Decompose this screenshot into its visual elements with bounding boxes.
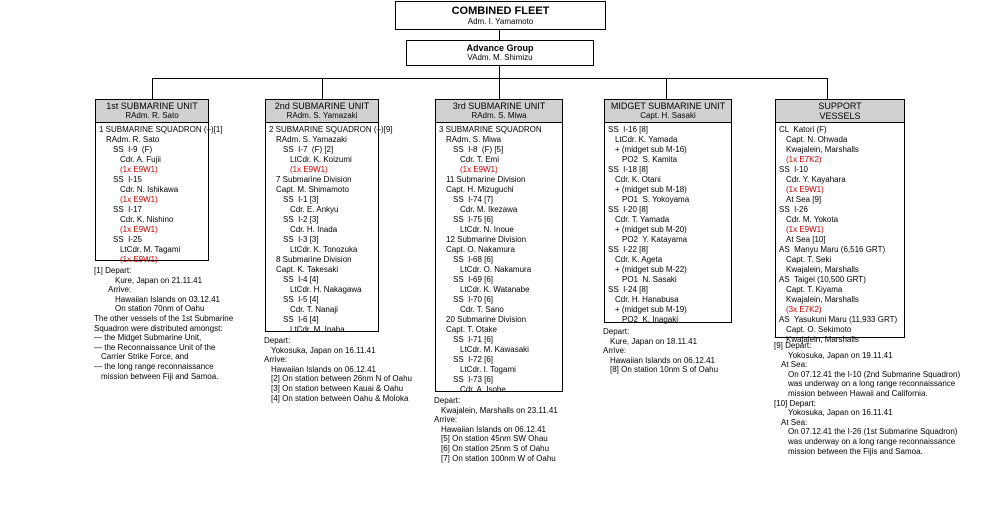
combined-fleet-box — [395, 1, 606, 30]
unit-3rd-notes — [434, 396, 558, 463]
entry-line: 11 Submarine Division — [446, 175, 526, 184]
unit-body — [96, 123, 223, 267]
entry-line: Kwajalein, Marshalls — [786, 335, 859, 344]
entry-line: SS I-24 [8] — [608, 285, 649, 294]
entry-line: On station 70nm of Oahu — [115, 304, 205, 314]
entry-line: PO2 K. Inagaki — [622, 315, 679, 324]
entry-line: RAdm. S. Yamazaki — [276, 135, 347, 144]
entry-line: On 07.12.41 the I-26 (1st Submarine Squadron) — [788, 427, 958, 437]
connector-unit-1 — [152, 78, 153, 99]
entry-line: SS I-15 — [113, 175, 142, 184]
entry-line: SS I-73 [6] — [453, 375, 494, 384]
unit-support-vessels — [775, 99, 905, 344]
entry-line: [6] On station 25nm S of Oahu — [441, 443, 550, 453]
unit-header — [96, 100, 208, 123]
entry-line: LtCdr. I. Togami — [460, 365, 516, 374]
entry-line: At Sea [9] — [786, 195, 822, 204]
entry-line: SS I-9 (F) — [113, 145, 153, 154]
entry-line: Capt. M. Shimamoto — [276, 185, 349, 194]
entry-line: Capt. T. Seki — [786, 255, 832, 264]
entry-line: Cdr. K. Otani — [615, 175, 661, 184]
entry-line: SS I-3 [3] — [283, 235, 319, 244]
aircraft-complement: (1x E9W1) — [786, 185, 824, 194]
entry-line: SS I-10 — [779, 165, 808, 174]
entry-line: SS I-22 [8] — [608, 245, 649, 254]
connector-unit-3 — [499, 78, 500, 99]
entry-line: Carrier Strike Force, and — [101, 352, 189, 362]
unit-title: 1st SUBMARINE UNIT — [106, 101, 198, 111]
unit-title: 2nd SUBMARINE UNIT — [274, 101, 370, 111]
entry-line: SS I-16 [8] — [608, 125, 649, 134]
entry-line: Hawaiian Islands on 06.12.41 — [271, 364, 376, 374]
entry-line: Cdr. Y. Kayahara — [786, 175, 846, 184]
entry-line: [5] On station 45nm SW Ohau — [441, 434, 548, 444]
aircraft-complement: (1x E9W1) — [120, 195, 158, 204]
entry-line: RAdm. R. Sato — [106, 135, 160, 144]
unit-support-notes — [774, 341, 960, 456]
entry-line: [7] On station 100nm W of Oahu — [441, 453, 556, 463]
connector-unit-2 — [322, 78, 323, 99]
entry-line: SS I-1 [3] — [283, 195, 319, 204]
entry-line: Cdr. K. Ageta — [615, 255, 663, 264]
entry-line: SS I-6 [4] — [283, 315, 319, 324]
entry-line: LtCdr. M. Tagami — [120, 245, 181, 254]
entry-line: + (midget sub M-20) — [615, 225, 687, 234]
entry-line: Hawaiian Islands on 06.12.41 — [610, 355, 715, 365]
entry-line: + (midget sub M-18) — [615, 185, 687, 194]
unit-body — [436, 123, 562, 397]
entry-line: SS I-7 (F) [2] — [283, 145, 334, 154]
entry-line: LtCdr. K. Yamada — [615, 135, 678, 144]
entry-line: SS I-70 [6] — [453, 295, 494, 304]
unit-title: 3rd SUBMARINE UNIT — [452, 101, 546, 111]
advance-group-commander: VAdm. M. Shimizu — [467, 53, 533, 62]
entry-line: + (midget sub M-22) — [615, 265, 687, 274]
entry-line: On 07.12.41 the I-10 (2nd Submarine Squadron) — [788, 369, 961, 379]
entry-line: 12 Submarine Division — [446, 235, 527, 244]
entry-line: Cdr. N. Ishikawa — [120, 185, 179, 194]
entry-line: Capt. O. Nakamura — [446, 245, 515, 254]
entry-line: [8] On station 10nm S of Oahu — [610, 365, 719, 375]
unit-2nd-notes — [264, 336, 412, 403]
unit-midget-submarine — [604, 99, 732, 323]
unit-commander: VESSELS — [819, 111, 861, 121]
entry-line: SS I-5 [4] — [283, 295, 319, 304]
entry-line: Hawaiian Islands on 06.12.41 — [441, 424, 546, 434]
entry-line: mission between the Fijis and Samoa. — [788, 446, 923, 456]
unit-header — [436, 100, 562, 123]
entry-line: AS Taigei (10,500 GRT) — [779, 275, 866, 284]
entry-line: Cdr. M. Yokota — [786, 215, 839, 224]
entry-line: Yokosuka, Japan on 19.11.41 — [788, 350, 893, 360]
unit-commander: RAdm. R. Sato — [125, 111, 179, 120]
entry-line: Kure, Japan on 21.11.41 — [115, 275, 203, 285]
entry-line: [9] Depart: — [774, 341, 812, 350]
entry-line: SS I-25 — [113, 235, 142, 244]
unit-commander: RAdm. S. Miwa — [471, 111, 527, 120]
entry-line: Cdr. A. Fujii — [120, 155, 161, 164]
entry-line: Depart: — [603, 327, 630, 336]
entry-line: — the long range reconnaissance — [94, 361, 214, 371]
entry-line: Depart: — [264, 336, 291, 345]
entry-line: Cdr. E. Ankyu — [290, 205, 339, 214]
unit-body — [776, 123, 904, 347]
entry-line: SS I-8 (F) [5] — [453, 145, 504, 154]
aircraft-complement: (1x E9W1) — [786, 225, 824, 234]
entry-line: Kwajalein, Marshalls — [786, 145, 859, 154]
connector-top — [499, 30, 500, 40]
entry-line: [10] Depart: — [774, 398, 816, 408]
entry-line: 20 Submarine Division — [446, 315, 527, 324]
unit-1st-notes — [94, 266, 233, 381]
entry-line: RAdm. S. Miwa — [446, 135, 502, 144]
entry-line: Cdr. T. Nanaji — [290, 305, 338, 314]
entry-line: [3] On station between Kauai & Oahu — [271, 383, 404, 393]
entry-line: — the Midget Submarine Unit, — [94, 333, 202, 343]
entry-line: Arrive: — [264, 355, 288, 365]
aircraft-complement: (1x E7K2) — [786, 155, 822, 164]
entry-line: Capt. K. Takesaki — [276, 265, 339, 274]
entry-line: LtCdr. M. Kawasaki — [460, 345, 529, 354]
unit-body — [605, 123, 731, 327]
unit-header — [605, 100, 731, 123]
entry-line: SS I-75 [6] — [453, 215, 494, 224]
entry-line: SS I-17 — [113, 205, 142, 214]
unit-commander: Capt. H. Sasaki — [640, 111, 696, 120]
entry-line: 1 SUBMARINE SQUADRON (–)[1] — [99, 125, 223, 134]
connector-horizontal — [152, 78, 828, 79]
entry-line: Capt. N. Ohwada — [786, 135, 848, 144]
entry-line: AS Manyu Maru (6,516 GRT) — [779, 245, 886, 254]
entry-line: Depart: — [434, 396, 461, 405]
unit-1st-submarine — [95, 99, 223, 264]
entry-line: mission between Fiji and Samoa. — [101, 371, 219, 381]
connector-unit-4 — [666, 78, 667, 99]
entry-line: Kwajalein, Marshalls — [786, 295, 859, 304]
entry-line: Yokosuka, Japan on 16.11.41 — [271, 345, 376, 355]
entry-line: At Sea [10] — [786, 235, 826, 244]
entry-line: SS I-68 [6] — [453, 255, 494, 264]
entry-line: Cdr. T. Emi — [460, 155, 499, 164]
entry-line: 2 SUBMARINE SQUADRON (–)[9] — [269, 125, 393, 134]
entry-line: Capt. H. Mizuguchi — [446, 185, 514, 194]
entry-line: PO2 S. Kamita — [622, 155, 678, 164]
advance-group-title: Advance Group — [466, 43, 534, 53]
entry-line: At Sea: — [781, 360, 808, 370]
entry-line: LtCdr. K. Watanabe — [460, 285, 530, 294]
unit-midget-notes — [603, 327, 718, 375]
entry-line: SS I-4 [4] — [283, 275, 319, 284]
unit-commander: RAdm. S. Yamazaki — [286, 111, 358, 120]
entry-line: Arrive: — [108, 285, 132, 295]
entry-line: PO1 S. Yokoyama — [622, 195, 690, 204]
entry-line: Capt. O. Sekimoto — [786, 325, 852, 334]
entry-line: [1] Depart: — [94, 266, 132, 275]
unit-header — [266, 100, 378, 123]
entry-line: [2] On station between 26nm N of Oahu — [271, 374, 412, 384]
entry-line: [4] On station between Oahu & Moloka — [271, 393, 409, 403]
connector-unit-5 — [827, 78, 828, 99]
entry-line: Kwajalein, Marshalls on 23.11.41 — [441, 405, 558, 415]
entry-line: Squadron were distributed amongst: — [94, 323, 223, 333]
entry-line: SS I-72 [6] — [453, 355, 494, 364]
entry-line: SS I-71 [6] — [453, 335, 494, 344]
combined-fleet-commander: Adm. I. Yamamoto — [467, 17, 534, 26]
unit-2nd-submarine — [265, 99, 393, 334]
aircraft-complement: (1x E9W1) — [290, 165, 328, 174]
entry-line: Kure, Japan on 18.11.41 — [610, 336, 698, 346]
entry-line: Cdr. A. Isobe — [460, 385, 506, 394]
unit-title: SUPPORT — [818, 101, 862, 111]
entry-line: At Sea: — [781, 417, 808, 427]
entry-line: SS I-20 [8] — [608, 205, 649, 214]
entry-line: LtCdr. H. Nakagawa — [290, 285, 362, 294]
entry-line: SS I-26 — [779, 205, 808, 214]
entry-line: + (midget sub M-16) — [615, 145, 687, 154]
unit-title: MIDGET SUBMARINE UNIT — [610, 101, 726, 111]
unit-header — [776, 100, 904, 123]
entry-line: Cdr. M. Ikezawa — [460, 205, 518, 214]
aircraft-complement: (1x E9W1) — [120, 255, 158, 264]
connector-advance — [499, 66, 500, 78]
entry-line: — the Reconnaissance Unit of the — [94, 342, 216, 352]
entry-line: PO2 Y. Katayama — [622, 235, 688, 244]
advance-group-box — [406, 40, 594, 66]
entry-line: was underway on a long range reconnaissance — [788, 379, 956, 389]
aircraft-complement: (1x E9W1) — [120, 165, 158, 174]
entry-line: Yokosuka, Japan on 16.11.41 — [788, 408, 893, 418]
entry-line: AS Yasukuni Maru (11,933 GRT) — [779, 315, 898, 324]
entry-line: LtCdr. O. Nakamura — [460, 265, 532, 274]
entry-line: LtCdr. N. Inoue — [460, 225, 514, 234]
entry-line: SS I-18 [8] — [608, 165, 649, 174]
entry-line: 7 Submarine Division — [276, 175, 352, 184]
entry-line: mission between Hawaii and California. — [788, 388, 928, 398]
aircraft-complement: (1x E9W1) — [120, 225, 158, 234]
entry-line: was underway on a long range reconnaissance — [788, 436, 956, 446]
entry-line: Cdr. K. Nishino — [120, 215, 174, 224]
entry-line: SS I-69 [6] — [453, 275, 494, 284]
entry-line: + (midget sub M-19) — [615, 305, 687, 314]
entry-line: 3 SUBMARINE SQUADRON — [439, 125, 542, 134]
entry-line: SS I-74 [7] — [453, 195, 494, 204]
unit-body — [266, 123, 393, 337]
aircraft-complement: (3x E7K2) — [786, 305, 822, 314]
entry-line: Arrive: — [434, 415, 458, 425]
unit-3rd-submarine — [435, 99, 563, 392]
entry-line: Arrive: — [603, 346, 627, 356]
entry-line: LtCdr. K. Tonozuka — [290, 245, 358, 254]
entry-line: SS I-2 [3] — [283, 215, 319, 224]
aircraft-complement: (1x E9W1) — [460, 165, 498, 174]
entry-line: LtCdr. M. Inaba — [290, 325, 345, 334]
entry-line: Cdr. T. Yamada — [615, 215, 670, 224]
entry-line: Kwajalein, Marshalls — [786, 265, 859, 274]
entry-line: Capt. T. Kiyama — [786, 285, 843, 294]
entry-line: CL Katori (F) — [779, 125, 827, 134]
entry-line: LtCdr. K. Koizumi — [290, 155, 352, 164]
entry-line: Hawaiian Islands on 03.12.41 — [115, 294, 220, 304]
entry-line: The other vessels of the 1st Submarine — [94, 313, 234, 323]
entry-line: Capt. T. Otake — [446, 325, 497, 334]
entry-line: Cdr. T. Sano — [460, 305, 504, 314]
entry-line: Cdr. H. Inada — [290, 225, 338, 234]
entry-line: 8 Submarine Division — [276, 255, 352, 264]
entry-line: PO1 N. Sasaki — [622, 275, 677, 284]
combined-fleet-title: COMBINED FLEET — [451, 5, 550, 17]
entry-line: Cdr. H. Hanabusa — [615, 295, 679, 304]
